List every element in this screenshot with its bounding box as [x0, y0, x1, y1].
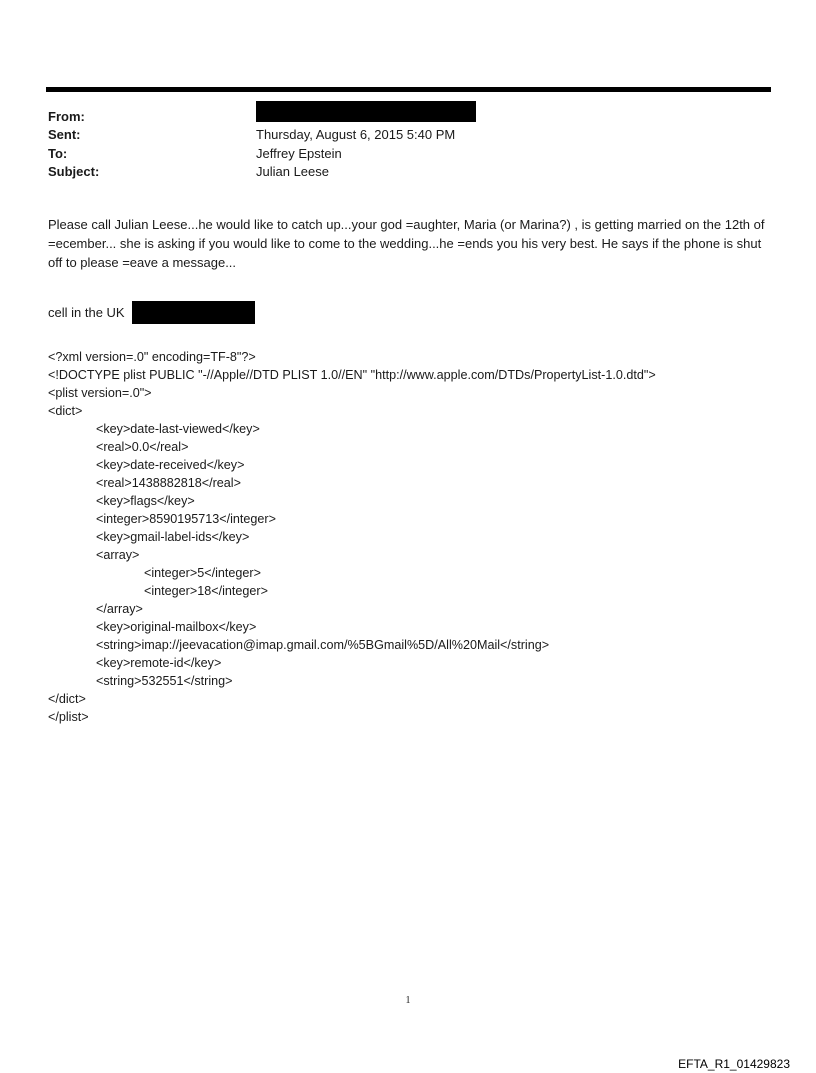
plist-line: <plist version=.0">: [48, 386, 152, 400]
sent-value: Thursday, August 6, 2015 5:40 PM: [256, 127, 456, 143]
plist-line: <real>0.0</real>: [96, 440, 189, 454]
plist-line: <integer>5</integer>: [144, 566, 261, 580]
sent-row: [48, 126, 768, 145]
email-header: [48, 107, 768, 181]
plist-line: <key>date-last-viewed</key>: [96, 422, 260, 436]
plist-line: <integer>18</integer>: [144, 584, 268, 598]
redaction-box: [132, 301, 255, 324]
plist-line: <?xml version=.0" encoding=TF-8"?>: [48, 350, 256, 364]
to-row: [48, 144, 768, 163]
subject-row: [48, 163, 768, 182]
plist-line: <key>original-mailbox</key>: [96, 620, 257, 634]
from-value: [256, 107, 768, 125]
sent-label: Sent:: [48, 127, 81, 143]
redaction-box: [256, 101, 476, 122]
plist-line: <integer>8590195713</integer>: [96, 512, 276, 526]
plist-block: [48, 348, 788, 726]
plist-line: <!DOCTYPE plist PUBLIC "-//Apple//DTD PLIST 1.0//EN" "http://www.apple.com/DTDs/PropertyList-1.0.dtd">: [48, 368, 656, 382]
page-number: 1: [405, 995, 411, 1006]
from-row: [48, 107, 768, 126]
plist-line: <key>remote-id</key>: [96, 656, 222, 670]
plist-line: <key>gmail-label-ids</key>: [96, 530, 250, 544]
plist-line: <dict>: [48, 404, 83, 418]
plist-line: </array>: [96, 602, 143, 616]
subject-value: Julian Leese: [256, 164, 329, 180]
cell-line: [48, 301, 768, 324]
plist-line: <string>imap://jeevacation@imap.gmail.com/%5BGmail%5D/All%20Mail</string>: [96, 638, 550, 652]
plist-line: <string>532551</string>: [96, 674, 233, 688]
plist-line: <array>: [96, 548, 140, 562]
plist-line: <real>1438882818</real>: [96, 476, 241, 490]
cell-label: cell in the UK: [48, 305, 125, 320]
plist-line: </dict>: [48, 692, 86, 706]
to-value: Jeffrey Epstein: [256, 145, 342, 161]
header-rule: [46, 87, 771, 92]
bates-number: EFTA_R1_01429823: [678, 1057, 790, 1071]
from-label: From:: [48, 108, 85, 124]
email-body: Please call Julian Leese...he would like to catch up...your god =aughter, Maria (or Marina?) , is getting married on the 12th of =ecember... she is asking if you would like to come to the wedding...he =ends you his very best. He says if the phone is shut off to please =eave a message...: [48, 217, 765, 270]
plist-line: <key>date-received</key>: [96, 458, 245, 472]
plist-line: <key>flags</key>: [96, 494, 195, 508]
plist-line: </plist>: [48, 710, 89, 724]
subject-label: Subject:: [48, 164, 100, 180]
to-label: To:: [48, 145, 68, 161]
